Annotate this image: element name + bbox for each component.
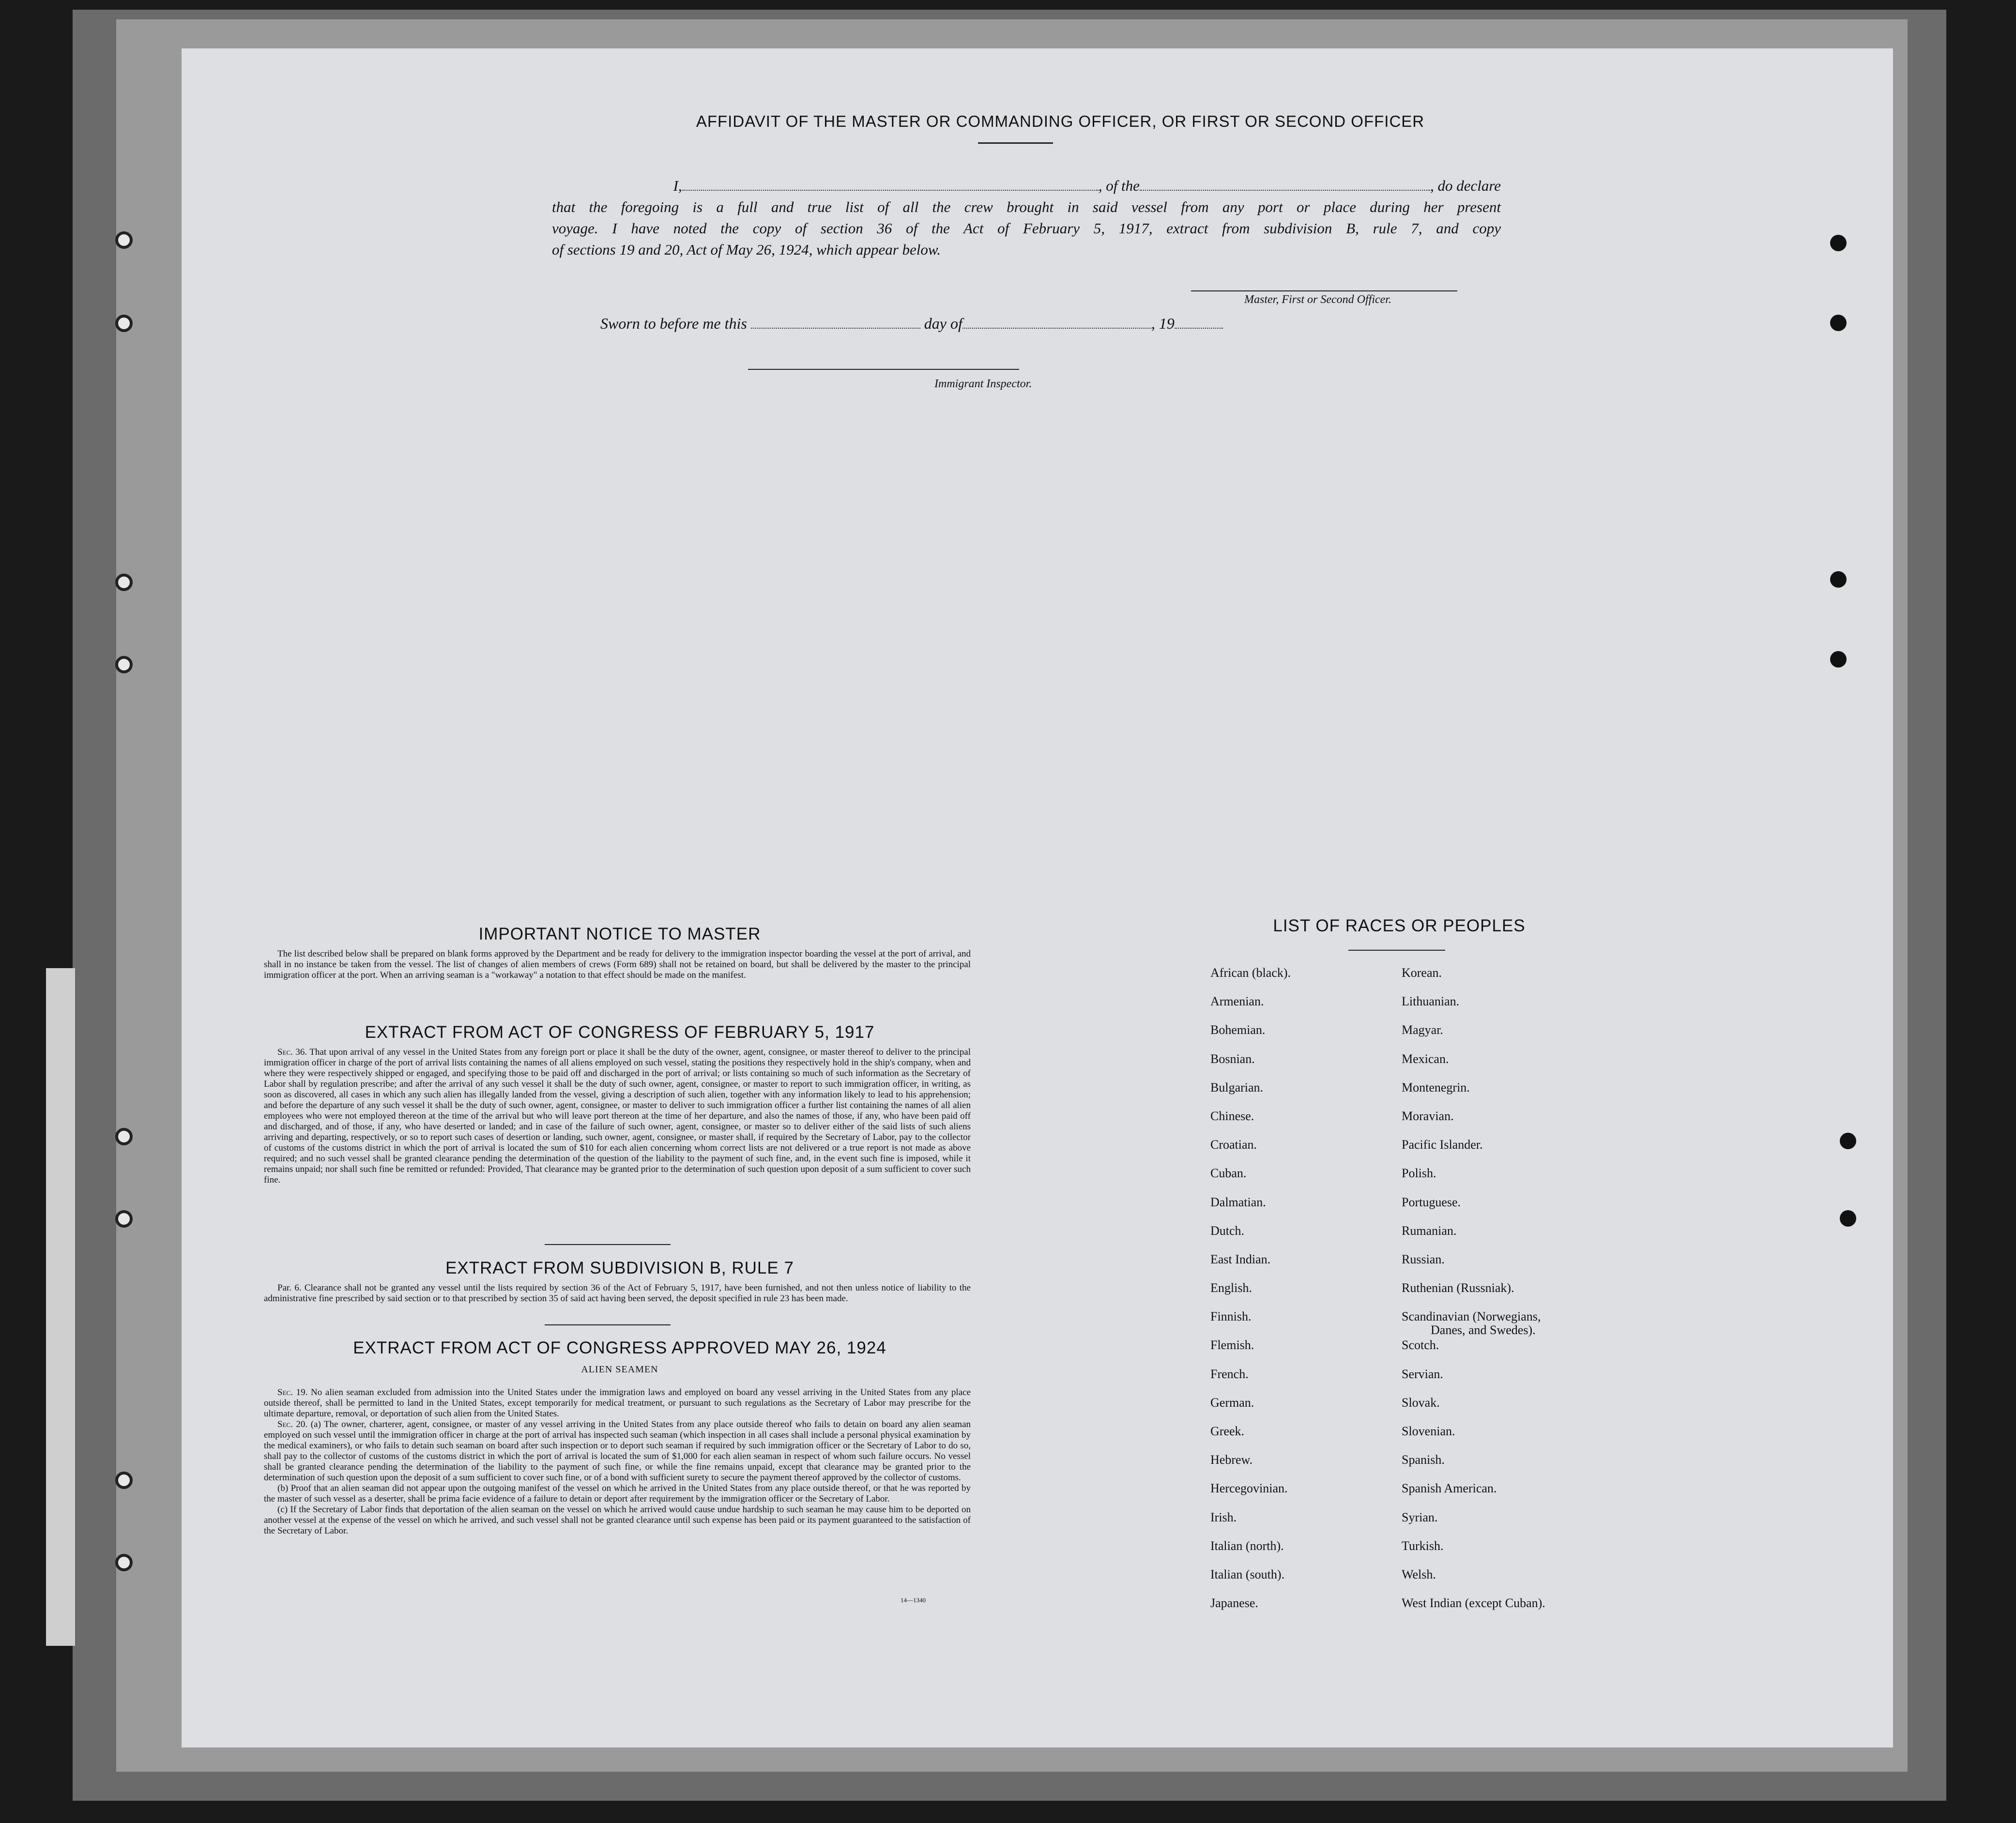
race-item: Dalmatian. [1210, 1195, 1266, 1209]
binder-hole [115, 315, 133, 332]
race-item: Portuguese. [1402, 1195, 1461, 1209]
race-item: Dutch. [1210, 1223, 1245, 1238]
declaration-line3: voyage. I have noted the copy of section 36 of the Act of February 5, 1917, extract from subdivision B, rule 7, and copy [552, 220, 1501, 237]
sworn-day-blank [751, 328, 920, 329]
notice-text [264, 949, 971, 981]
sec-36-label: Sec. 36. [277, 1047, 307, 1057]
race-item: Lithuanian. [1402, 994, 1460, 1009]
race-item-multiline [1402, 1309, 1545, 1338]
divider [978, 142, 1053, 144]
race-item: Bohemian. [1210, 1023, 1266, 1037]
race-item: Scotch. [1402, 1338, 1439, 1352]
master-signature-line [1191, 290, 1457, 291]
race-item: Welsh. [1402, 1567, 1436, 1581]
race-item: Turkish. [1402, 1538, 1444, 1553]
divider [1348, 950, 1445, 951]
sworn-year-label: , 19 [1151, 315, 1175, 332]
race-item: East Indian. [1210, 1252, 1271, 1266]
race-item-continued: Danes, and Swedes). [1431, 1323, 1536, 1337]
race-item: Mexican. [1402, 1051, 1449, 1066]
sworn-line [600, 315, 1223, 333]
race-item: Cuban. [1210, 1166, 1247, 1181]
divider [545, 1244, 671, 1245]
alien-seamen-subtitle: ALIEN SEAMEN [581, 1364, 658, 1375]
binder-hole [115, 1128, 133, 1145]
race-item: German. [1210, 1395, 1254, 1410]
subdivision-b-paragraph: Par. 6. Clearance shall not be granted any vessel until the lists required by section 36 of the Act of February 5, 1917, have been furnished, and not then unless notice of liability to the administrative fine prescribed by said section or to that prescribed by section 35 of said act having been served, the deposit specified in rule 23 has been made. [264, 1283, 971, 1304]
punch-hole [1830, 235, 1847, 251]
race-item: Rumanian. [1402, 1223, 1457, 1238]
binder-hole [115, 1554, 133, 1571]
race-item: English. [1210, 1281, 1252, 1295]
section-36 [264, 1047, 971, 1185]
race-item: Magyar. [1402, 1023, 1443, 1037]
race-item: Spanish American. [1402, 1481, 1497, 1496]
subdivision-b-title: EXTRACT FROM SUBDIVISION B, RULE 7 [445, 1259, 794, 1277]
name-blank [682, 190, 1099, 191]
race-item: Spanish. [1402, 1453, 1445, 1467]
race-item: Greek. [1210, 1424, 1245, 1438]
binder-tab [46, 968, 75, 1646]
vessel-blank [1140, 190, 1430, 191]
binder-hole [115, 231, 133, 249]
race-item: Finnish. [1210, 1309, 1252, 1324]
inspector-label: Immigrant Inspector. [934, 378, 1032, 390]
race-item: Slovak. [1402, 1395, 1440, 1410]
race-item: Bulgarian. [1210, 1080, 1264, 1094]
inspector-signature-line [748, 369, 1019, 370]
race-item: Hercegovinian. [1210, 1481, 1288, 1496]
declaration-i: I, [673, 177, 682, 194]
races-right-column [1402, 966, 1545, 1625]
race-item: Korean. [1402, 966, 1442, 980]
subdivision-b-text [264, 1283, 971, 1304]
sec-20c-text: (c) If the Secretary of Labor finds that deportation of the alien seaman on the vessel on which he arrived would cause undue hardship to such seaman he may cause him to be deported on another vessel at the expense of the vessel on which he arrived, and such vessel shall not be granted clearance until such expense has been paid or its payment guaranteed to the satisfaction of the Secretary of Labor. [264, 1504, 971, 1536]
race-item: Hebrew. [1210, 1453, 1253, 1467]
race-item: Moravian. [1402, 1109, 1454, 1123]
race-item: Ruthenian (Russniak). [1402, 1281, 1514, 1295]
sworn-prefix: Sworn to before me this [600, 315, 747, 332]
punch-hole [1830, 571, 1847, 588]
race-item: Armenian. [1210, 994, 1264, 1009]
race-item: Polish. [1402, 1166, 1436, 1181]
declaration-text [552, 175, 1501, 260]
declaration-line4: of sections 19 and 20, Act of May 26, 1924, which appear below. [552, 241, 941, 258]
sec-20b-text: (b) Proof that an alien seaman did not appear upon the outgoing manifest of the vessel on which he arrived in the United States from any place outside thereof, or that he was reported by the master of such vessel as a deserter, shall be prima facie evidence of a failure to detain or deport after requirement by the immigration officer or the Secretary of Labor. [264, 1483, 971, 1504]
binder-hole [115, 1472, 133, 1489]
race-item: West Indian (except Cuban). [1402, 1596, 1545, 1610]
race-item: Pacific Islander. [1402, 1138, 1483, 1152]
punch-hole [1830, 315, 1847, 331]
race-item: Scandinavian (Norwegians, [1402, 1309, 1541, 1324]
races-left-column [1210, 966, 1291, 1625]
race-item: Bosnian. [1210, 1051, 1255, 1066]
declaration-line2: that the foregoing is a full and true list of all the crew brought in said vessel from any port or place during her present [552, 198, 1501, 215]
sec-20-label: Sec. 20. [277, 1419, 308, 1429]
race-item: Japanese. [1210, 1596, 1258, 1610]
race-item: Russian. [1402, 1252, 1445, 1266]
race-item: Syrian. [1402, 1510, 1438, 1524]
form-number: 14—1340 [901, 1596, 926, 1604]
notice-title: IMPORTANT NOTICE TO MASTER [478, 925, 761, 943]
race-item: Italian (north). [1210, 1538, 1284, 1553]
master-label: Master, First or Second Officer. [1244, 293, 1391, 306]
race-item: Irish. [1210, 1510, 1237, 1524]
notice-paragraph: The list described below shall be prepared on blank forms approved by the Department and be ready for delivery to the immigration inspector boarding the vessel at the port of arrival, and shall in no instance be taken from the vessel. The list of changes of alien members of crews (Form 689) shall not be retained on board, but shall be delivered by the master to the principal immigration officer at the port. When an arriving seaman is a "workaway" a notation to that effect should be made on the manifest. [264, 949, 971, 980]
extract-1917-title: EXTRACT FROM ACT OF CONGRESS OF FEBRUARY 5, 1917 [365, 1023, 875, 1042]
sections-19-20 [264, 1387, 971, 1536]
declaration-declare: , do declare [1430, 177, 1501, 194]
sworn-year-blank [1175, 328, 1223, 329]
race-item: Italian (south). [1210, 1567, 1285, 1581]
race-item: Flemish. [1210, 1338, 1254, 1352]
punch-hole [1830, 651, 1847, 668]
race-item: Croatian. [1210, 1138, 1257, 1152]
sec-20a-text: (a) The owner, charterer, agent, consignee, or master of any vessel arriving in the United States from any place outside thereof who fails to detain on board any alien seaman employed on such vessel until the immigration officer in charge at the port of arrival has inspected such seaman (which inspection in all cases shall include a personal physical examination by the medical examiners), or who fails to detain such seaman on board after such inspection or to deport such seaman if required by such immigration officer or the Secretary of Labor to do so, shall pay to the collector of customs of the customs district in which the port of arrival is located the sum of $1,000 for each alien seaman in respect of whom such failure occurs. No vessel shall be granted clearance pending the determination of the liability to the payment of such fine, or while the fine remains unpaid, except that clearance may be granted prior to the determination of such question upon the deposit of a sum sufficient to cover such fine, or of a bond with sufficient surety to secure the payment thereof approved by the collector of customs. [264, 1419, 971, 1483]
sworn-month-blank [962, 328, 1151, 329]
race-item: Slovenian. [1402, 1424, 1455, 1438]
sec-36-text: That upon arrival of any vessel in the United States from any foreign port or place it shall be the duty of the owner, agent, consignee, or master thereof to deliver to the principal immigration officer in charge of the port of arrival lists containing the names of all aliens employed on such vessel, stating the positions they respectively hold in the ship's company, when and where they were respectively shipped or engaged, and specifying those to be paid off and discharged in the port of arrival; or lists containing so much of such information as the Secretary of Labor shall by regulation prescribe; and after the arrival of any such vessel it shall be the duty of such owner, agent, consignee, or master to report to such immigration officer, in writing, as soon as discovered, all cases in which any such alien has illegally landed from the vessel, giving a description of such alien, together with any information likely to lead to his apprehension; and before the departure of any such vessel it shall be the duty of such owner, agent, consignee, or master to deliver to such immigration officer a further list containing the names of all alien employees who were not employed thereon at the time of the arrival but who will leave port thereon at the time of her departure, and also the names of those, if any, who have been paid off and discharged, and of those, if any, who have deserted or landed; and in case of the failure of such owner, agent, consignee, or master so to deliver either of the said lists of such aliens arriving and departing, respectively, or so to report such cases of desertion or landing, such owner, agent, consignee, or master shall, if required by the Secretary of Labor, pay to the collector of customs of the customs district in which the port of arrival is located the sum of $10 for each alien concerning whom correct lists are not delivered or a true report is not made as above required; and no such vessel shall be granted clearance pending the determination of the question of the liability to the payment of such fine, and, in the event such fine is imposed, while it remains unpaid; nor shall such fine be remitted or refunded: Provided, That clearance may be granted prior to the determination of such question upon deposit of a sum sufficient to cover such fine. [264, 1047, 971, 1185]
race-item: Chinese. [1210, 1109, 1254, 1123]
race-item: Montenegrin. [1402, 1080, 1470, 1094]
binder-hole [115, 656, 133, 673]
race-item: African (black). [1210, 966, 1291, 980]
binder-hole [115, 1210, 133, 1228]
sworn-day-label: day of [924, 315, 962, 332]
punch-hole [1840, 1210, 1856, 1227]
races-title: LIST OF RACES OR PEOPLES [1273, 916, 1526, 935]
race-item: French. [1210, 1367, 1249, 1381]
extract-1924-title: EXTRACT FROM ACT OF CONGRESS APPROVED MAY 26, 1924 [353, 1338, 886, 1357]
declaration-of: , of the [1098, 177, 1140, 194]
sec-19-text: No alien seaman excluded from admission into the United States under the immigration laws and employed on board any vessel arriving in the United States from any place outside thereof, shall be permitted to land in the United States, except temporarily for medical treatment, or pursuant to such regulations as the Secretary of Labor may prescribe for the ultimate departure, removal, or deportation of such alien from the United States. [264, 1387, 971, 1419]
affidavit-title: AFFIDAVIT OF THE MASTER OR COMMANDING OFFICER, OR FIRST OR SECOND OFFICER [696, 112, 1425, 130]
punch-hole [1840, 1133, 1856, 1149]
binder-hole [115, 574, 133, 591]
sec-19-label: Sec. 19. [277, 1387, 308, 1398]
divider [545, 1324, 671, 1325]
race-item: Servian. [1402, 1367, 1443, 1381]
